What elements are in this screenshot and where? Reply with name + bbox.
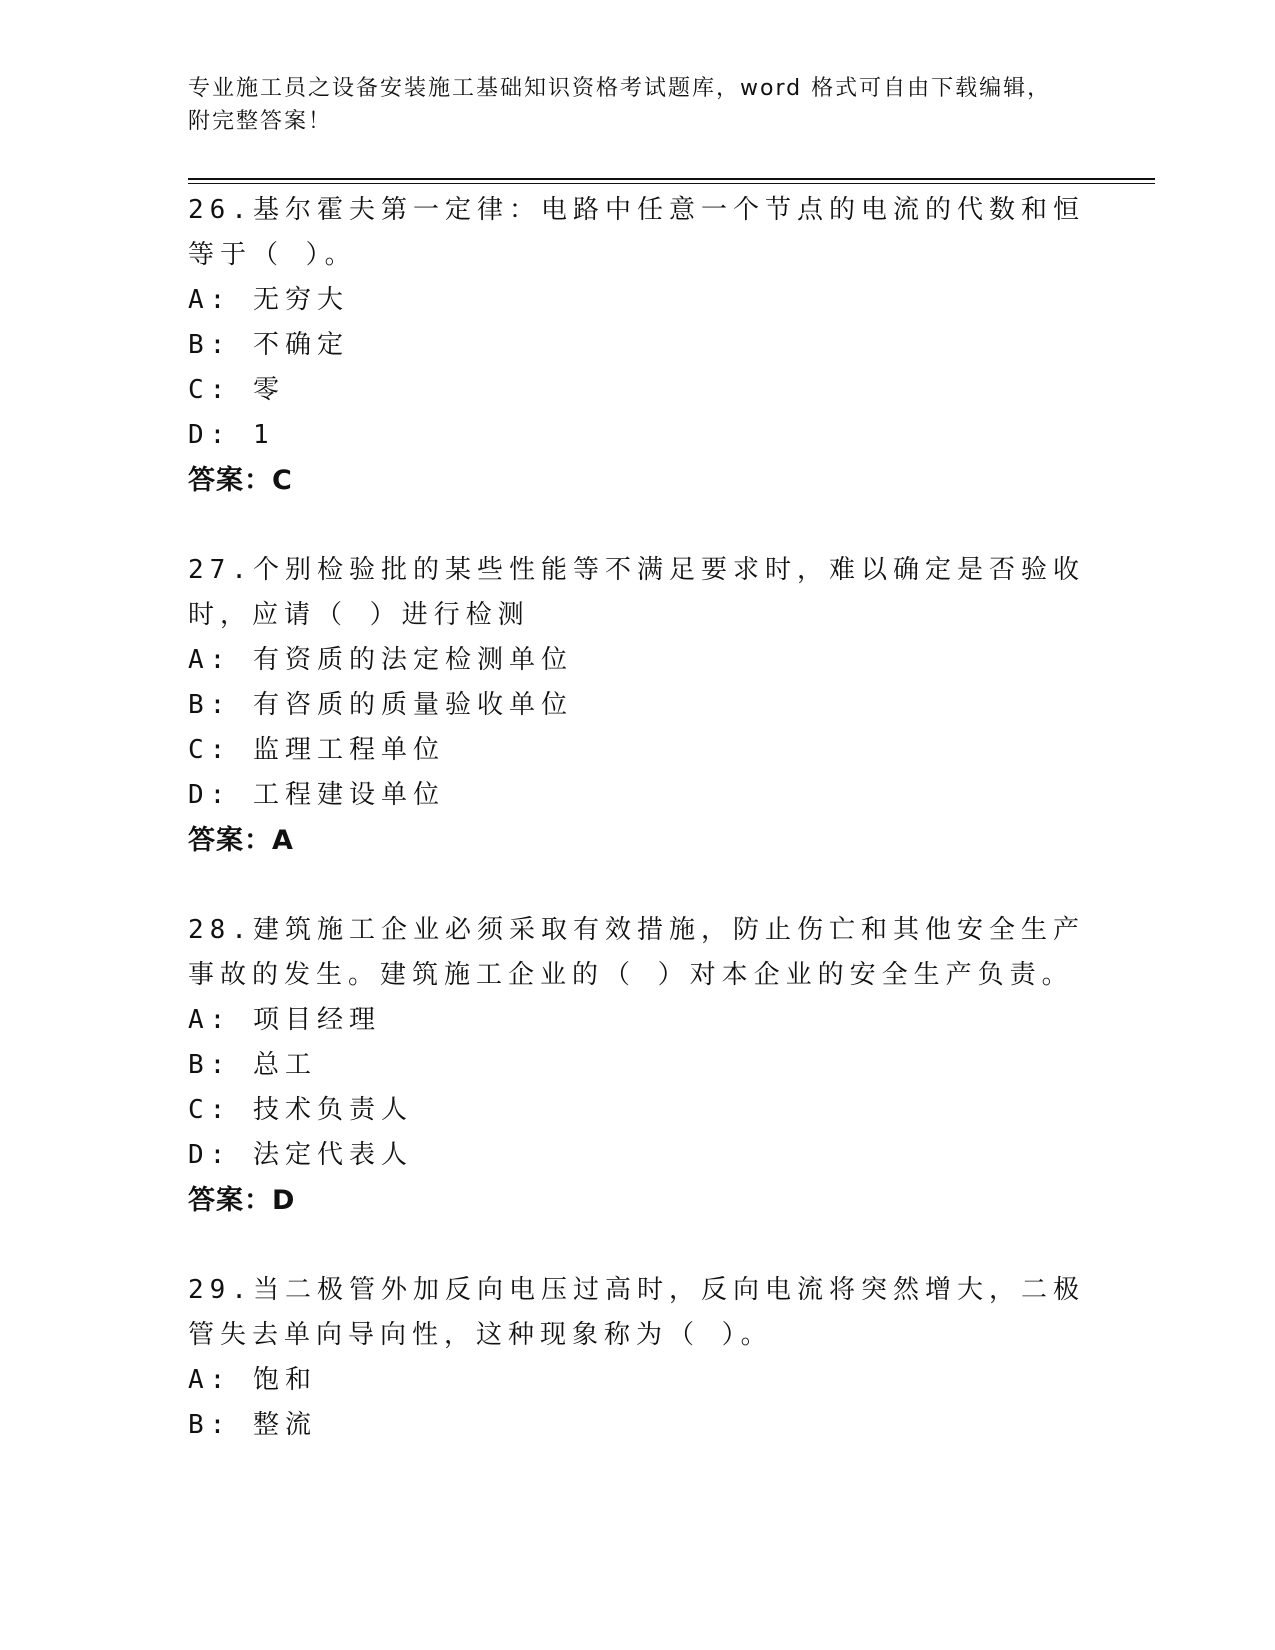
header-line-2: 附完整答案！	[188, 109, 333, 134]
option-c: C: 零	[188, 375, 285, 405]
option-a: A: 无穷大	[188, 285, 349, 315]
question-text: 26.基尔霍夫第一定律：电路中任意一个节点的电流的代数和恒等于（ ）。	[188, 195, 1085, 270]
option-a: A: 饱和	[188, 1365, 317, 1395]
question-text: 27.个别检验批的某些性能等不满足要求时，难以确定是否验收时，应请（ ）进行检测	[188, 555, 1085, 630]
question-27	[188, 548, 1088, 863]
question-text: 29.当二极管外加反向电压过高时，反向电流将突然增大，二极管失去单向导向性，这种现象称为（ ）。	[188, 1275, 1085, 1350]
header-rule-thin	[188, 183, 1155, 184]
option-d: D: 工程建设单位	[188, 780, 445, 810]
option-a: A: 有资质的法定检测单位	[188, 645, 573, 675]
option-c: C: 监理工程单位	[188, 735, 445, 765]
option-b: B: 不确定	[188, 330, 349, 360]
question-list	[188, 188, 1088, 1493]
header-line-1: 专业施工员之设备安装施工基础知识资格考试题库，word 格式可自由下载编辑，	[188, 76, 1052, 101]
answer: 答案：D	[188, 1185, 296, 1216]
option-d: D: 法定代表人	[188, 1140, 413, 1170]
answer: 答案：A	[188, 825, 294, 856]
option-d: D: 1	[188, 420, 275, 450]
question-28	[188, 908, 1088, 1223]
question-29	[188, 1268, 1088, 1448]
question-text: 28.建筑施工企业必须采取有效措施，防止伤亡和其他安全生产事故的发生。建筑施工企业的（ ）对本企业的安全生产负责。	[188, 915, 1085, 990]
document-header	[188, 72, 1088, 138]
option-c: C: 技术负责人	[188, 1095, 413, 1125]
option-b: B: 整流	[188, 1410, 317, 1440]
question-26	[188, 188, 1088, 503]
option-b: B: 有咨质的质量验收单位	[188, 690, 573, 720]
option-a: A: 项目经理	[188, 1005, 381, 1035]
answer: 答案：C	[188, 465, 293, 496]
header-rule-thick	[188, 178, 1155, 180]
option-b: B: 总工	[188, 1050, 317, 1080]
